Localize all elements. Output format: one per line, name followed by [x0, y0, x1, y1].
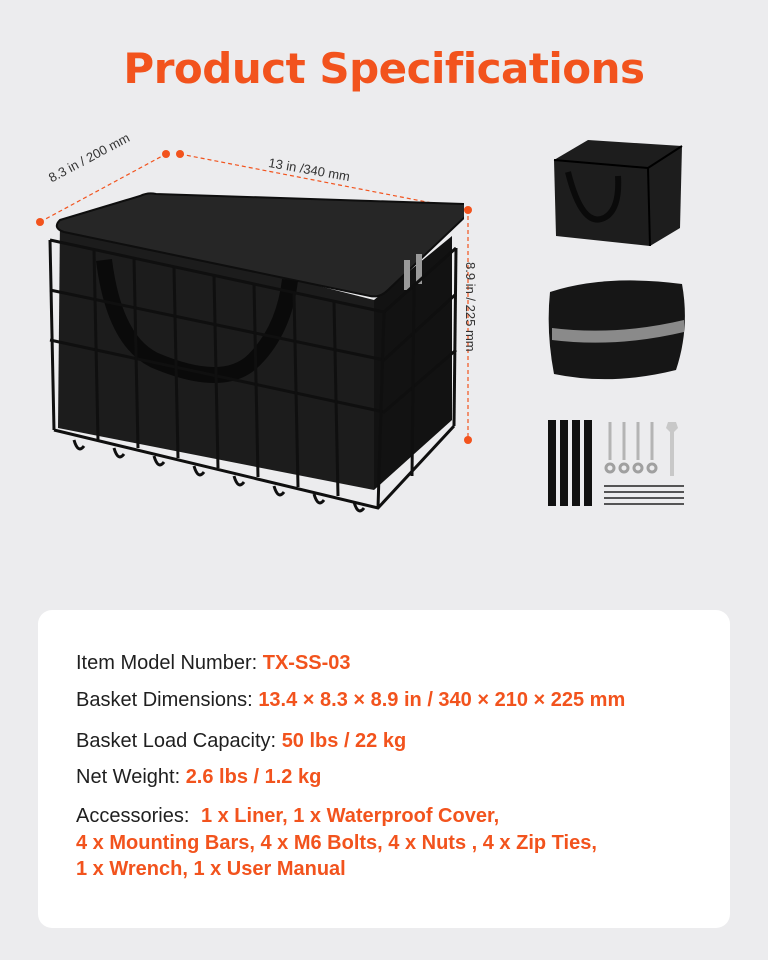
liner-bag-image	[548, 132, 688, 248]
load-capacity-value: 50 lbs / 22 kg	[281, 730, 407, 752]
model-number-label: Item Model Number:	[76, 652, 258, 674]
depth-dimension-label: 8.3 in / 200 mm	[46, 129, 133, 186]
accessories-line: 4 x Mounting Bars, 4 x M6 Bolts, 4 x Nuts , 4 x Zip Ties,	[76, 832, 597, 854]
mounting-hardware-image	[544, 418, 690, 512]
accessories-line: 1 x Wrench, 1 x User Manual	[76, 858, 346, 880]
height-dimension-label: 8.9 in / 225 mm	[463, 262, 478, 352]
basket-dimensions-row	[76, 689, 625, 712]
waterproof-cover-image	[546, 274, 690, 386]
accessories-line: 1 x Liner, 1 x Waterproof Cover,	[200, 805, 500, 827]
basket-with-liner-image	[44, 190, 464, 530]
width-dimension-label: 13 in /340 mm	[267, 155, 352, 185]
net-weight-label: Net Weight:	[76, 766, 181, 788]
basket-dimensions-label: Basket Dimensions:	[76, 689, 253, 711]
basket-dimensions-value: 13.4 × 8.3 × 8.9 in / 340 × 210 × 225 mm	[258, 689, 626, 711]
accessories-label: Accessories:	[76, 805, 190, 827]
page-title: Product Specifications	[123, 44, 645, 93]
net-weight-row	[76, 766, 321, 789]
net-weight-value: 2.6 lbs / 1.2 kg	[185, 766, 322, 788]
model-number-row	[76, 652, 351, 675]
load-capacity-label: Basket Load Capacity:	[76, 730, 277, 752]
model-number-value: TX-SS-03	[262, 652, 351, 674]
specifications-card	[38, 610, 730, 928]
load-capacity-row	[76, 730, 406, 753]
accessories-row	[76, 805, 499, 828]
